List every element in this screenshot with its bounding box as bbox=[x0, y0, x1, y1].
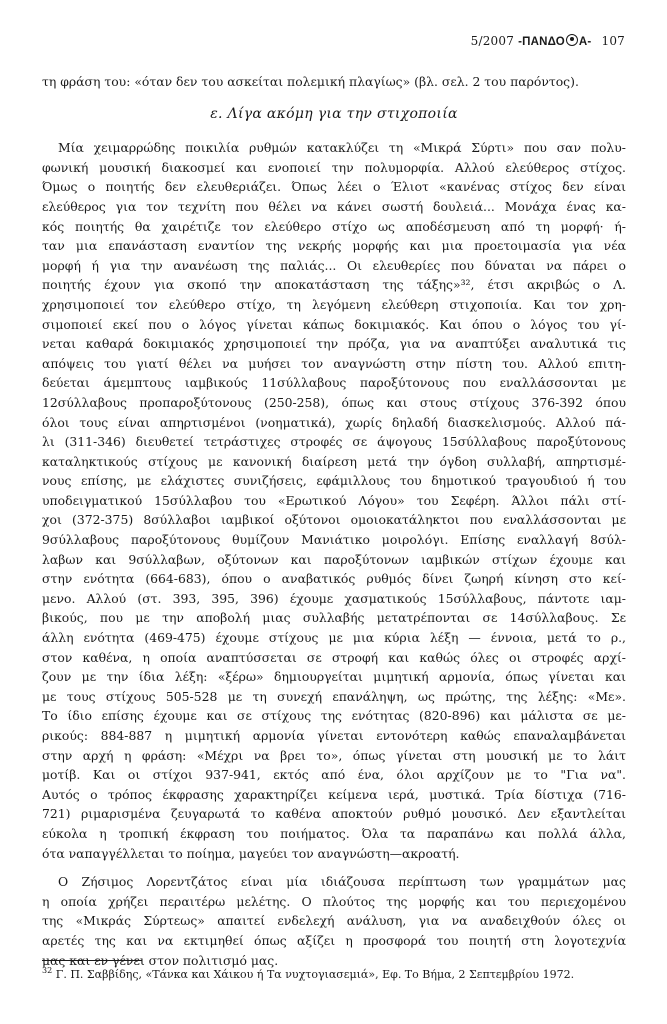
text-line: Ο Ζήσιμος Λορεντζάτος είναι μία ιδιάζουσα περίπτωση των γραμμάτων μας bbox=[58, 874, 626, 890]
text-line: στην αρχή η φράση: «Μέχρι να βρει το», όπως γίνεται στη μουσική με το λάιτ bbox=[42, 747, 626, 763]
footnote-text: Γ. Π. Σαββίδης, «Τάνκα και Χάικου ή Τα νυχτογιασεμιά», Εφ. Το Βήμα, 2 Σεπτεμβρίου 1972. bbox=[55, 968, 575, 981]
intro-line: τη φράση του: «όταν δεν του ασκείται πολεμική πλαγίως» (βλ. σελ. 2 του παρόντος). bbox=[42, 74, 579, 89]
text-line: εύκολα η τροπική έκφραση του ποιήματος. Όλα τα παραπάνω και πολλά άλλα, bbox=[42, 825, 626, 841]
text-line: ελεύθερος για τον τεχνίτη που θέλει να κάνει σωστή δουλειά... Μονάχα ένας κα- bbox=[42, 198, 626, 214]
text-line: λι (311-346) διευθετεί τετράστιχες στροφές σε άψογους 15σύλλαβους παροξύτονους bbox=[42, 434, 626, 450]
text-line: νεται καθαρά δοκιμιακός χρησιμοποιεί την πρόζα, για να αναπτύξει αναλυτικά τις bbox=[42, 336, 626, 352]
paragraph-gap bbox=[42, 863, 626, 872]
text-line: μορφή ή για την ανανέωση της παλιάς... Οι ελευθερίες που δύναται να πάρει ο bbox=[42, 257, 626, 273]
text-line: χοι (372-375) 8σύλλαβοι ιαμβικοί οξύτονοι ομοιοκατάληκτοι που εναλλάσσονται με bbox=[42, 512, 626, 528]
text-line: ταν μια επανάσταση εναντίον της νεκρής μορφής και μια προετοιμασία για νέα bbox=[42, 238, 626, 254]
section-heading: ε. Λίγα ακόμη για την στιχοποιία bbox=[210, 105, 458, 122]
journal-name-left: -ΠΑΝΔΟ bbox=[518, 36, 565, 48]
text-line: αρετές της και να εκτιμηθεί όπως αξίζει η προσφορά του ποιητή στη λογοτεχνία bbox=[42, 932, 626, 948]
text-line: απόψεις του γιατί θέλει να μυήσει τον αναγνώστη στην πίστη του. Αλλού επιτη- bbox=[42, 355, 626, 371]
journal-logo-icon bbox=[566, 34, 578, 46]
text-line: ότα ναπαγγέλλεται το ποίημα, μαγεύει τον αναγνώστη—ακροατή. bbox=[42, 845, 460, 861]
text-line: νους επίσης, με ελάχιστες συνιζήσεις, εφάμιλλους του δημοτικού τραγουδιού ή του bbox=[42, 473, 626, 489]
text-line: στον καθένα, η οποία αναπτύσσεται σε στροφή και καθώς όλες οι στροφές αρχί- bbox=[42, 649, 626, 665]
text-line: καταληκτικούς στίχους με κανονική διαίρεση μετά την όγδοη συλλαβή, απηρτισμέ- bbox=[42, 453, 626, 469]
text-line: ρικούς: 884-887 η μιμητική αρμονία γίνεται εντονότερη καθώς επαναλαμβάνεται bbox=[42, 728, 626, 743]
text-line: ποιητής έχουν για σκοπό την αποκατάσταση της τάξης»³², έτσι ακριβώς ο Λ. bbox=[42, 277, 626, 293]
text-line: όλοι τους είναι απηρτισμένοι (νοηματικά), χωρίς δηλαδή διασκελισμούς. Αλλού πά- bbox=[42, 414, 626, 430]
text-line: Μία χειμαρρώδης ποικιλία ρυθμών κατακλύζει τη «Μικρά Σύρτι» που σαν πολυ- bbox=[58, 140, 626, 156]
text-line: 9σύλλαβους παροξύτονους θυμίζουν Μανιάτικο μοιρολόγι. Επίσης εναλλαγή 8σύλ- bbox=[42, 532, 626, 548]
footnote-rule bbox=[42, 960, 142, 961]
footnote bbox=[42, 967, 626, 982]
text-line: μας και εν γένει στον πολιτισμό μας. bbox=[42, 952, 279, 968]
text-line: δεύεται άμεμπτους ιαμβικούς 11σύλλαβους παροξύτονους που εναλλάσσονται με bbox=[42, 375, 626, 391]
text-line: Το ίδιο επίσης έχουμε και σε στίχους της ενότητας (820-896) και μάλιστα σε με- bbox=[42, 708, 626, 724]
journal-name-right: Α- bbox=[578, 36, 592, 48]
footnote-number: 32 bbox=[42, 966, 53, 975]
text-line: μενο. Αλλού (στ. 393, 395, 396) έχουμε χασματικούς 15σύλλαβους, πάντοτε ιαμ- bbox=[42, 590, 626, 606]
journal-logo bbox=[518, 36, 591, 48]
page-number: 107 bbox=[601, 34, 625, 48]
text-line: φωνική μουσική διακοσμεί και ενοποιεί την πολυμορφία. Αλλού ελεύθερος στίχος. bbox=[42, 159, 626, 175]
issue-number: 5/2007 bbox=[470, 34, 515, 48]
text-line: κός ποιητής θα χαιρέτιζε τον ελεύθερο στίχο ως αποδέσμευση από τη μορφή· ή- bbox=[42, 218, 626, 234]
paragraph-2 bbox=[42, 872, 626, 970]
text-line: 721) ριμαρισμένα ζευγαρωτά το καθένα αποκτούν ρυθμό μουσικό. Δεν εξαντλείται bbox=[42, 806, 626, 822]
running-header bbox=[471, 34, 625, 48]
text-line: με τους στίχους 505-528 με τη συνεχή επανάληψη, ως πρώτης, της λέξης: «Με». bbox=[42, 688, 626, 704]
text-line: σιμοποιεί εκεί που ο λόγος γίνεται κάπως δοκιμιακός. Και όπου ο λόγος του γί- bbox=[42, 316, 626, 332]
text-line: 12σύλλαβους προπαροξύτονους (250-258), όπως και στους στίχους 376-392 όπου bbox=[42, 394, 626, 410]
text-line: υποδειγματικού 15σύλλαβου του «Ερωτικού Λόγου» του Σεφέρη. Άλλοι πάλι στί- bbox=[42, 492, 626, 508]
text-line: λαβων και 9σύλλαβων, οξύτονων και παροξύτονων ιαμβικών στίχων έχουμε και bbox=[42, 551, 626, 567]
text-line: στην ενότητα (664-683), όπου ο αναβατικός ρυθμός δίνει ζωηρή κίνηση στο κεί- bbox=[42, 571, 626, 587]
text-line: άλλη ενότητα (469-475) έχουμε στίχους με μια κύρια λέξη — έννοια, μετά το ρ., bbox=[42, 630, 626, 646]
text-line: Αυτός ο τρόπος έκφρασης χαρακτηρίζει κείμενα ιερά, μυστικά. Τρία δίστιχα (716- bbox=[42, 786, 626, 802]
paragraph-1 bbox=[42, 138, 626, 863]
text-line: Όμως ο ποιητής δεν ελευθεριάζει. Όπως λέει ο Έλιοτ «κανένας στίχος δεν είναι bbox=[42, 179, 626, 195]
body-text bbox=[42, 72, 626, 970]
text-line: μοτίβ. Και οι στίχοι 937-941, εκτός από ένα, όλοι αρχίζουν με το "Για να". bbox=[42, 767, 626, 783]
text-line: βικούς, που με την αποβολή μιας συλλαβής μετατρέπονται σε 14σύλλαβους. Σε bbox=[42, 610, 626, 626]
text-line: της «Μικράς Σύρτεως» απαιτεί ενδελεχή ανάλυση, για να αναδειχθούν όλες οι bbox=[42, 913, 626, 929]
text-line: ζουν με την ίδια λέξη: «ξέρω» δημιουργείται μιμητική αρμονία, όπως γίνεται και bbox=[42, 669, 626, 685]
text-line: η οποία χρήζει περαιτέρω μελέτης. Ο πλούτος της μορφής και του περιεχομένου bbox=[42, 893, 626, 909]
text-line: χρησιμοποιεί τον ελεύθερο στίχο, τη λεγόμενη ελεύθερη στιχοποιία. Και τον χρη- bbox=[42, 296, 626, 312]
